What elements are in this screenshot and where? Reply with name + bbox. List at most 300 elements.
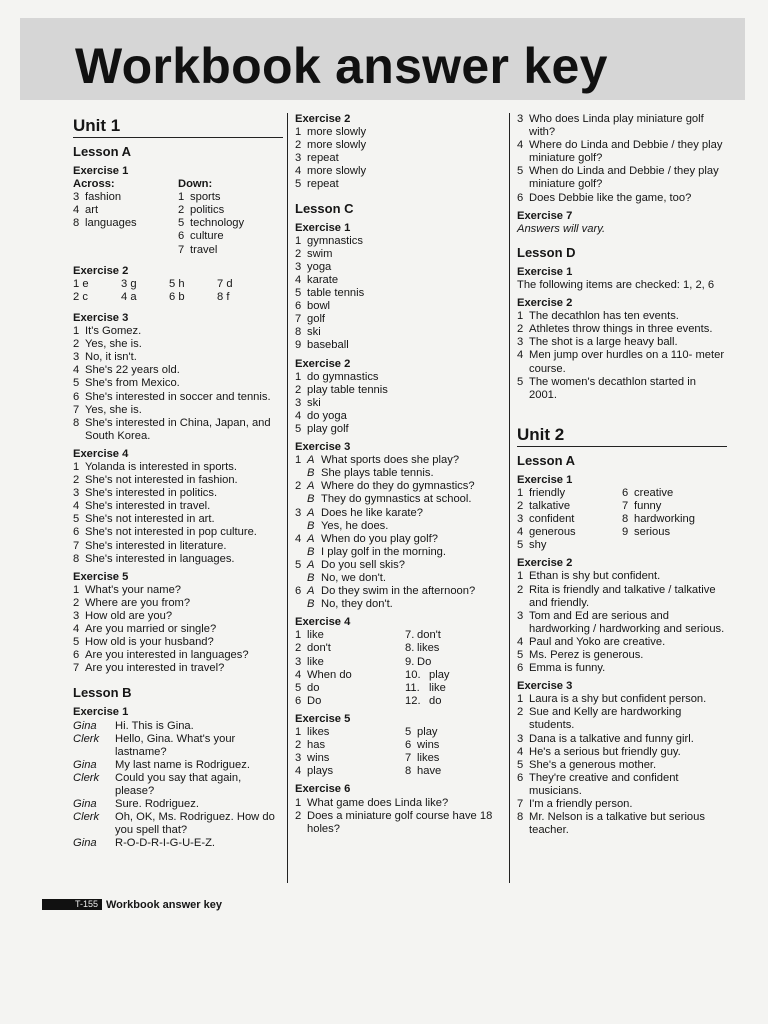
answer-text: golf [307,313,326,326]
answer-text: Athletes throw things in three events. [529,323,713,336]
lesson-heading: Lesson A [73,144,132,159]
item-number: 1 [73,460,80,473]
answer-text: No, they don't. [321,598,393,611]
item-number: 5 [73,377,80,390]
question-row [295,559,505,572]
answer-text: When do [307,668,352,681]
answer-list [73,325,283,443]
answer-text: more slowly [307,126,367,139]
answer-row [517,526,622,539]
item-number: 1 [295,629,302,642]
answer-text: How old is your husband? [85,636,214,649]
answer-text: Do [417,655,432,668]
answer-row [517,649,727,662]
item-number: 3 [295,506,302,519]
answer-row [295,274,505,287]
answer-text: She plays table tennis. [321,467,434,480]
question-row [295,585,505,598]
answer-row [405,669,505,682]
answer-text: play golf [307,422,349,435]
answer-text: She's from Mexico. [85,377,180,390]
answer-row [73,487,283,500]
answer-text: Tom and Ed are serious and hardworking / hardworking and serious. [529,609,725,635]
answer-text: Ethan is shy but confident. [529,570,661,583]
answer-row [73,526,283,539]
match-answer: 1 e [73,277,89,290]
item-number: 11. [405,681,420,694]
item-number: 5 [295,558,302,571]
answer-row [295,682,405,695]
item-number: 2 [295,247,302,260]
column-divider [287,113,288,883]
exercise-heading: Exercise 4 [73,447,129,460]
item-number: 3 [73,610,80,622]
answer-text: I'm a friendly person. [529,798,633,811]
answer-row [73,204,178,217]
answer-row [73,500,283,513]
answer-text: Yes, she is. [85,338,142,351]
question-row [295,480,505,493]
speaker-b: B [307,545,315,558]
exercise-heading: Exercise 2 [73,264,129,277]
line-text: Sure. Rodriguez. [115,798,199,811]
answer-text: The decathlon has ten events. [529,310,679,323]
answer-list [295,371,505,436]
answer-text: It's Gomez. [85,325,142,338]
answer-row [295,126,505,139]
match-answer: 4 a [121,290,137,303]
answer-text: Are you interested in travel? [85,662,225,675]
speaker-a: A [307,454,315,467]
answer-text: generous [529,526,576,539]
item-number: 7 [517,798,524,811]
item-number: 6 [73,390,80,403]
speaker-b: B [307,598,315,611]
item-number: 3 [517,113,524,125]
answer-row [517,336,727,349]
exercise-heading: Exercise 1 [517,473,573,486]
answer-text: Dana is a talkative and funny girl. [529,732,694,745]
answer-row [73,649,283,662]
answer-row [73,391,283,404]
dialogue-line [73,798,283,811]
answer-text: How old are you? [85,610,173,622]
answer-row [295,410,505,423]
answer-list [73,584,283,676]
answer-text: do gymnastics [307,370,379,383]
lesson-heading: Lesson C [295,200,354,216]
answer-row [295,287,505,300]
speaker-b: B [307,467,315,480]
answer-row [295,546,505,559]
answer-row [517,323,727,336]
exercise-heading: Exercise 2 [517,297,573,310]
answer-text: What's your name? [85,583,182,596]
question-text: Do they swim in the afternoon? [321,585,476,598]
exercise-heading: Exercise 4 [295,616,351,629]
item-number: 7 [73,662,80,675]
page-number: T-155 [42,899,102,910]
answer-text: She's interested in China, Japan, and South Korea. [85,416,271,442]
answer-list-right [622,487,727,552]
answer-row [73,191,178,204]
answer-row [295,752,405,765]
answer-row [73,417,283,443]
item-number: 12. [405,694,421,707]
answer-row [295,235,505,248]
item-number: 4 [73,500,80,513]
answer-row [295,598,505,611]
answer-row [73,636,283,649]
item-number: 2 [178,204,185,217]
answer-row [73,610,283,623]
answer-list [295,126,505,191]
column-2 [295,113,505,836]
item-number: 7 [178,243,185,256]
answer-row [295,520,505,533]
answer-row [517,662,727,675]
answer-text: wins [307,752,330,765]
item-number: 9 [622,526,629,539]
answer-text: Who does Linda play miniature golf with? [529,113,704,139]
item-number: 10. [405,668,421,681]
speaker: Clerk [73,771,100,784]
answer-list [295,235,505,353]
answer-row [405,656,505,669]
item-number: 6 [517,191,524,204]
dialogue-line [73,733,283,759]
answer-row [295,261,505,274]
answer-row [517,759,727,772]
answer-row [517,513,622,526]
answer-row [517,349,727,375]
answer-list-left [295,629,405,708]
answer-text: gymnastics [307,234,363,247]
answer-text: She's interested in literature. [85,539,227,552]
answer-text: shy [529,539,547,552]
answer-row [622,526,727,539]
speaker-b: B [307,519,315,532]
answer-text: like [307,629,324,642]
page-title: Workbook answer key [75,38,608,94]
lesson-heading: Lesson D [517,244,576,260]
down-list [178,178,283,257]
answer-text: karate [307,273,339,286]
dialogue-line [73,772,283,798]
answer-row [73,584,283,597]
matching-answers [73,278,283,304]
answer-row [517,706,727,732]
item-number: 4 [517,349,524,362]
answer-text: hardworking [634,513,695,526]
item-number: 6 [517,771,524,784]
answer-row [622,500,727,513]
item-number: 4 [295,668,302,681]
lesson-heading: Lesson A [517,452,576,468]
dialogue [73,720,283,851]
answer-row [517,772,727,798]
item-number: 3 [295,396,302,409]
item-number: 7 [73,403,80,416]
unit-heading: Unit 2 [517,424,727,447]
answer-text: What game does Linda like? [307,796,449,809]
item-number: 6 [73,649,80,662]
item-number: 3 [295,152,302,165]
answer-text: She's not interested in pop culture. [85,526,257,539]
match-answer: 6 b [169,290,185,303]
answer-row [178,204,283,217]
answer-row [295,339,505,352]
exercise-heading: Exercise 1 [73,706,129,719]
answer-list [295,797,505,836]
answer-text: Yes, he does. [321,519,389,532]
item-number: 1 [73,583,80,596]
down-label: Down: [178,178,213,191]
item-number: 2 [295,739,302,752]
answer-text: No, we don't. [321,572,386,584]
answer-text: She's not interested in fashion. [85,474,238,487]
line-text: Hi. This is Gina. [115,719,194,732]
speaker: Gina [73,798,97,811]
item-number: 5 [295,681,302,694]
answer-text: The women's decathlon started in 2001. [529,375,696,401]
answer-row [73,513,283,526]
speaker-b: B [307,572,315,584]
item-number: 8 [517,811,524,824]
answer-text: Mr. Nelson is a talkative but serious teacher. [529,811,705,837]
exercise-heading: Exercise 5 [73,570,129,583]
item-number: 5 [517,649,524,661]
answer-text: She's interested in soccer and tennis. [85,390,271,403]
speaker: Gina [73,719,97,732]
item-number: 3 [517,513,524,526]
item-number: 7 [622,499,629,512]
item-number: 9 [295,339,302,352]
answer-row [73,364,283,377]
answer-row [295,629,405,642]
exercise-heading: Exercise 2 [295,357,351,370]
answer-text: Yolanda is interested in sports. [85,460,237,473]
answer-row [517,192,727,205]
across-list [73,178,178,257]
speaker-a: A [307,585,315,598]
spacer [295,467,307,480]
answer-text: culture [190,230,224,243]
answer-text: He's a serious but friendly guy. [529,745,681,758]
answer-list [517,113,727,205]
column-1 [73,113,283,851]
exercise-heading: Exercise 1 [295,221,351,234]
answer-text: She's interested in travel. [85,500,211,513]
exercise-heading: Exercise 5 [295,712,351,725]
answer-row [622,513,727,526]
item-number: 2 [517,706,524,719]
speaker: Clerk [73,811,100,824]
answer-row [295,810,505,836]
answer-row [295,797,505,810]
answer-text: They're creative and confident musicians. [529,771,679,797]
answer-text: technology [190,217,245,230]
answer-row [405,629,505,642]
item-number: 1 [517,693,524,706]
exercise-heading: Exercise 1 [517,265,573,278]
answer-row [295,371,505,384]
answer-text: play table tennis [307,383,388,396]
answer-text: Answers will vary. [517,222,606,235]
item-number: 8 [405,765,412,778]
dialogue-line [73,759,283,772]
answer-text: I play golf in the morning. [321,545,446,558]
item-number: 4 [295,273,302,286]
line-text: My last name is Rodriguez. [115,758,250,771]
answer-text: Where do Linda and Debbie / they play miniature golf? [529,139,723,165]
exercise-heading: Exercise 3 [295,441,351,454]
answer-text: has [307,739,326,752]
answer-text: languages [85,217,137,230]
answer-text: They do gymnastics at school. [321,493,472,506]
item-number: 8 [295,326,302,339]
answer-text: Ms. Perez is generous. [529,649,644,661]
question-text: What sports does she play? [321,454,460,467]
item-number: 4 [73,204,80,217]
lesson-heading: Lesson B [73,685,132,701]
answer-text: She's 22 years old. [85,364,180,377]
answer-row [73,461,283,474]
answer-row [73,540,283,553]
item-number: 4 [295,765,302,778]
item-number: 5 [405,726,412,739]
dialogue-line [73,811,283,837]
answer-row [517,584,727,610]
item-number: 6 [73,526,80,539]
answer-row [178,191,283,204]
line-text: Could you say that again, please? [115,771,242,798]
answer-row [295,300,505,313]
answer-list-left [517,487,622,552]
item-number: 2 [517,499,524,512]
answer-row [295,139,505,152]
answer-row [517,733,727,746]
item-number: 6 [295,694,302,707]
speaker-a: A [307,480,315,493]
answer-text: likes [307,726,330,739]
footer-label: Workbook answer key [106,898,222,911]
item-number: 1 [517,570,524,583]
item-number: 3 [73,351,80,364]
dialogue-line [73,720,283,733]
speaker: Gina [73,758,97,771]
question-text: When do you play golf? [321,532,438,545]
answer-row [178,244,283,257]
answer-text: yoga [307,260,332,273]
title-banner [20,18,745,100]
answer-text: Rita is friendly and talkative / talkative and friendly. [529,583,716,609]
speaker: Clerk [73,732,100,745]
spacer [295,598,307,611]
item-number: 3 [73,487,80,500]
answer-text: She's interested in politics. [85,487,218,500]
answer-list-right [405,629,505,708]
line-text: R-O-D-R-I-G-U-E-Z. [115,837,216,850]
answer-text: art [85,204,99,217]
dialogue-line [73,837,283,850]
answer-row [295,467,505,480]
exercise-heading: Exercise 3 [73,311,129,324]
answer-text: Where are you from? [85,596,191,609]
answer-row [295,669,405,682]
answer-row [517,113,727,139]
item-number: 6 [517,662,524,675]
answer-row [73,597,283,610]
answer-list [517,570,727,675]
item-number: 2 [73,596,80,609]
answer-text: bowl [307,300,331,313]
item-number: 3 [73,191,80,204]
item-number: 3 [517,732,524,745]
answer-row [295,384,505,397]
two-column-answers [295,726,505,778]
answer-list [73,461,283,566]
item-number: 2 [295,642,302,655]
answer-text: Does Debbie like the game, too? [529,191,692,204]
item-number: 5 [73,513,80,526]
answer-row [295,178,505,191]
answer-list-left [295,726,405,778]
item-number: 6 [295,585,302,598]
answer-row [295,739,405,752]
item-number: 9. [405,655,415,668]
column-3 [517,113,727,837]
answer-row [295,726,405,739]
answer-row [295,572,505,585]
answer-text: have [417,765,442,778]
exercise-heading: Exercise 1 [73,165,129,177]
match-answer: 7 d [217,277,233,290]
answer-row [517,310,727,323]
answer-text: She's not interested in art. [85,513,215,526]
answer-text: repeat [307,178,339,191]
line-text: Hello, Gina. What's your lastname? [115,732,236,758]
match-answer: 8 f [217,290,230,303]
exercise-heading: Exercise 2 [517,557,573,570]
item-number: 1 [295,234,302,247]
item-number: 5 [295,178,302,191]
speaker-a: A [307,532,315,545]
exercise-heading: Exercise 3 [517,680,573,693]
answer-row [517,798,727,811]
answer-list [517,693,727,837]
item-number: 2 [295,480,302,493]
answer-text: do yoga [307,409,347,422]
item-number: 7 [73,539,80,552]
item-number: 4 [517,526,524,539]
answer-text: more slowly [307,165,367,178]
answer-text: like [307,655,324,668]
item-number: 3 [295,752,302,765]
item-number: 8 [73,416,80,429]
answer-row [517,811,727,837]
qa-list [295,454,505,611]
column-divider [509,113,510,883]
answer-text: ski [307,396,321,409]
answer-row [73,553,283,566]
item-number: 1 [517,486,524,499]
answer-row [517,487,622,500]
item-number: 8 [622,513,629,526]
answer-text: creative [634,486,674,499]
answer-text: don't [307,642,331,655]
answer-text: Laura is a shy but confident person. [529,693,707,706]
